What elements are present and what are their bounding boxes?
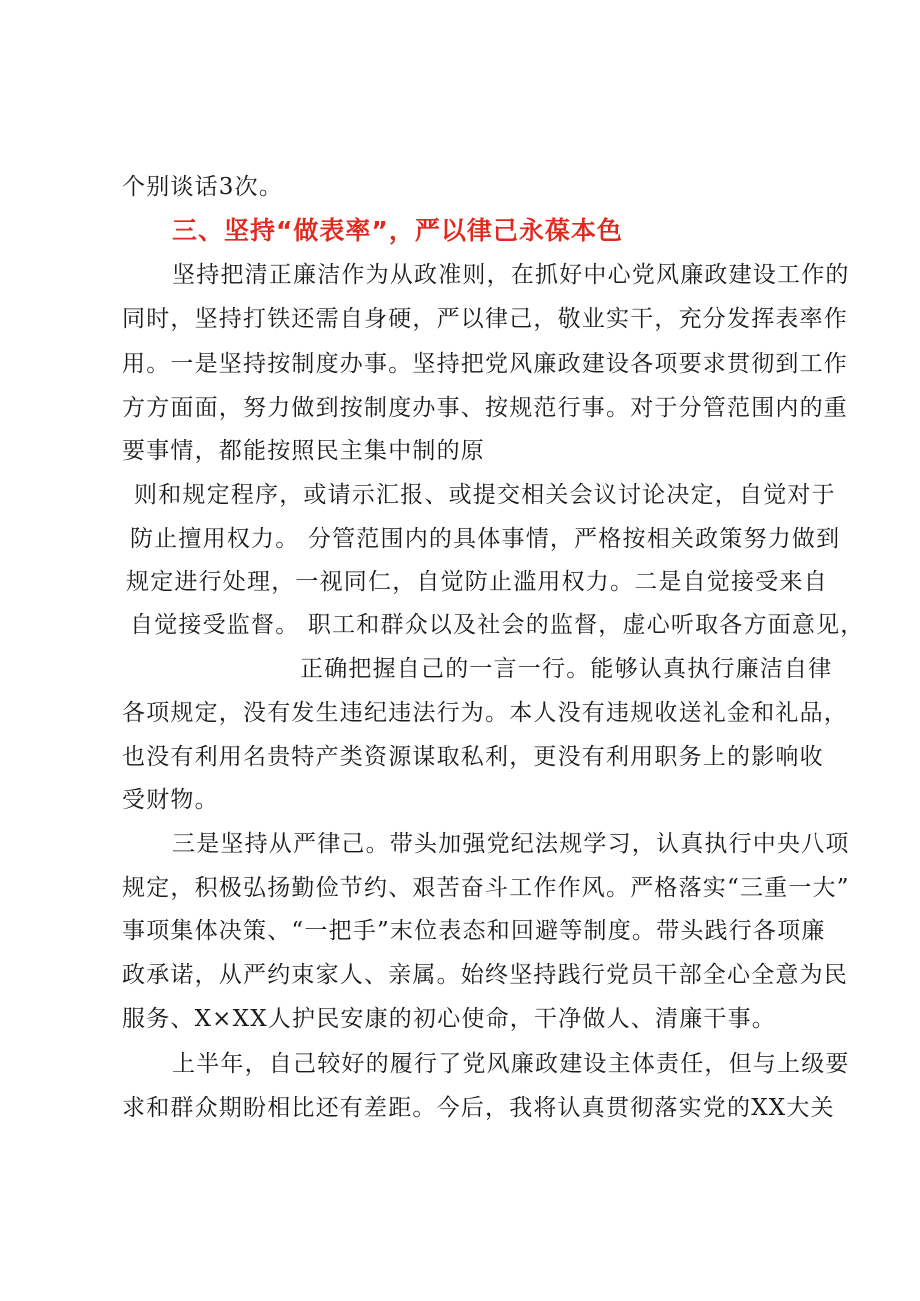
text-line: 个别谈话3次。 (122, 174, 284, 200)
paragraph-line: 服务、X×XX人护民安康的初心使命，干净做人、清廉干事。 (122, 1006, 776, 1032)
paragraph-line: 事项集体决策、“一把手”末位表态和回避等制度。带头践行各项廉 (122, 918, 826, 944)
paragraph-line: 规定进行处理，一视同仁，自觉防止滥用权力。二是自觉接受来自 (126, 569, 828, 595)
paragraph-line: 上半年，自己较好的履行了党风廉政建设主体责任，但与上级要 (172, 1051, 850, 1077)
paragraph-line: 政承诺，从严约束家人、亲属。始终坚持践行党员干部全心全意为民 (122, 962, 848, 988)
paragraph-line: 三是坚持从严律己。带头加强党纪法规学习，认真执行中央八项 (172, 831, 850, 857)
paragraph-line: 防止擅用权力。 分管范围内的具体事情，严格按相关政策努力做到 (130, 526, 841, 552)
paragraph-line: 求和群众期盼相比还有差距。今后，我将认真贯彻落实党的XX大关 (122, 1095, 835, 1121)
paragraph-line: 方方面面，努力做到按制度办事、按规范行事。对于分管范围内的重 (122, 395, 848, 421)
paragraph-line: 则和规定程序，或请示汇报、或提交相关会议讨论决定，自觉对于 (134, 482, 836, 508)
paragraph-line: 同时，坚持打铁还需自身硬，严以律己，敬业实干，充分发挥表率作 (122, 306, 848, 332)
paragraph-line: 要事情，都能按照民主集中制的原 (122, 438, 485, 464)
section-heading: 三、坚持“做表率”，严以律己永葆本色 (172, 216, 623, 245)
paragraph-line: 受财物。 (122, 787, 219, 813)
paragraph-line: 各项规定，没有发生违纪违法行为。本人没有违规收送礼金和礼品， (122, 700, 848, 726)
paragraph-line: 用。一是坚持按制度办事。坚持把党风廉政建设各项要求贯彻到工作 (122, 351, 848, 377)
paragraph-line: 坚持把清正廉洁作为从政准则，在抓好中心党风廉政建设工作的 (172, 262, 850, 288)
paragraph-line: 自觉接受监督。 职工和群众以及社会的监督，虚心听取各方面意见， (130, 612, 865, 638)
paragraph-line: 正确把握自己的一言一行。能够认真执行廉洁自律 (300, 656, 833, 682)
paragraph-line: 也没有利用名贵特产类资源谋取私利，更没有利用职务上的影响收 (122, 744, 824, 770)
paragraph-line: 规定，积极弘扬勤俭节约、艰苦奋斗工作作风。严格落实“三重一大” (122, 875, 850, 901)
